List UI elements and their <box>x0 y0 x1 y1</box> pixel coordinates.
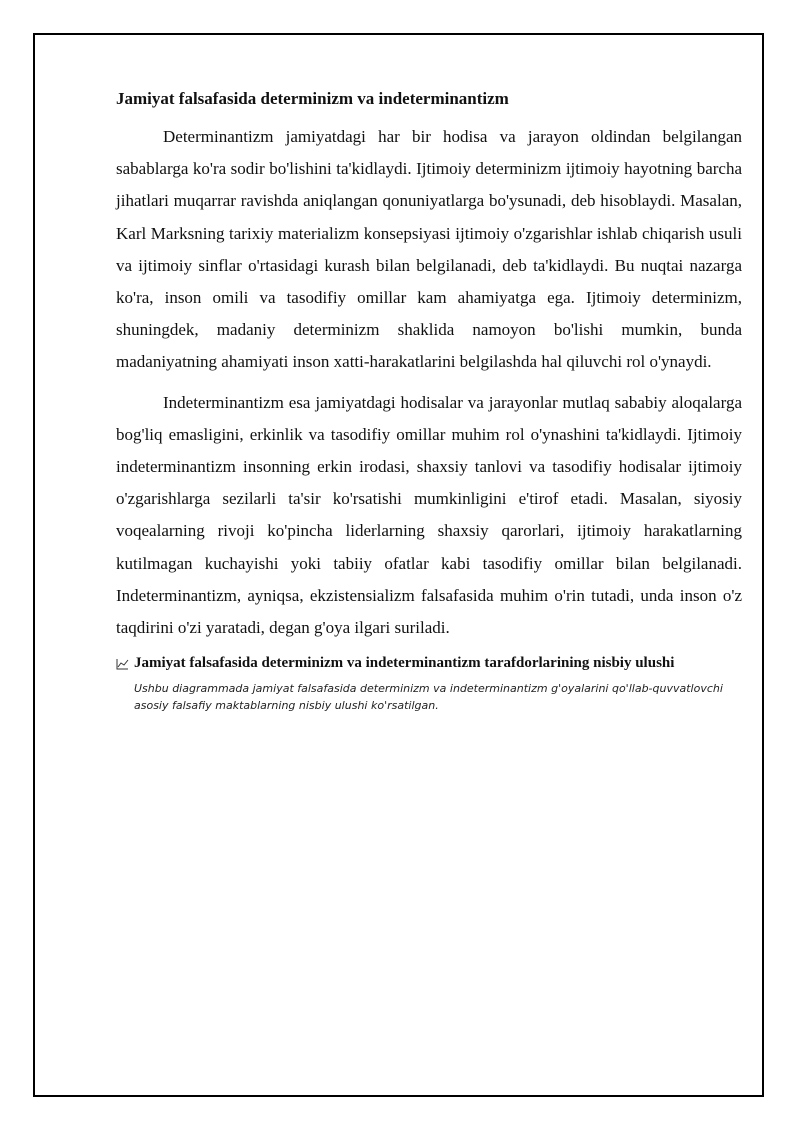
figure-title: Jamiyat falsafasida determinizm va indeterminantizm tarafdorlarining nisbiy ulushi <box>134 655 675 672</box>
figure-title-row <box>116 652 742 674</box>
figure-block <box>116 652 742 714</box>
paragraph-determinism: Determinantizm jamiyatdagi har bir hodisa va jarayon oldindan belgilangan sabablarga ko'ra sodir bo'lishini ta'kidlaydi. Ijtimoiy determinizm ijtimoiy hayotning barcha jihatlari muqarrar ravishda aniqlangan qonuniyatlarga bo'ysunadi, deb hisoblaydi. Masalan, Karl Marksning tarixiy materializm konsepsiyasi ijtimoiy o'zgarishlar ishlab chiqarish usuli va ijtimoiy sinflar o'rtasidagi kurash bilan belgilanadi, deb ta'kidlaydi. Bu nuqtai nazarga ko'ra, inson omili va tasodifiy omillar kam ahamiyatga ega. Ijtimoiy determinizm, shuningdek, madaniy determinizm shaklida namoyon bo'lishi mumkin, bunda madaniyatning ahamiyati inson xatti-harakatlarini belgilashda hal qiluvchi rol o'ynaydi. <box>116 127 742 372</box>
document-body <box>116 87 742 714</box>
chart-line-icon <box>116 657 129 669</box>
paragraph-indeterminism: Indeterminantizm esa jamiyatdagi hodisalar va jarayonlar mutlaq sababiy aloqalarga bog'liq emasligini, erkinlik va tasodifiy omillar muhim rol o'ynashini ta'kidlaydi. Ijtimoiy indeterminantizm insonning erkin irodasi, shaxsiy tanlovi va tasodifiy hodisalar ijtimoiy o'zgarishlarga sezilarli ta'sir ko'rsatishi mumkinligini e'tirof etadi. Masalan, siyosiy voqealarning rivoji ko'pincha liderlarning shaxsiy qarorlari, ijtimoiy harakatlarning kutilmagan kuchayishi yoki tabiiy ofatlar kabi tasodifiy omillar bilan belgilanadi. Indeterminantizm, ayniqsa, ekzistensializm falsafasida muhim o'rin tutadi, unda inson o'z taqdirini o'zi yaratadi, degan g'oya ilgari suriladi. <box>116 392 742 638</box>
figure-caption: Ushbu diagrammada jamiyat falsafasida determinizm va indeterminantizm g'oyalarini qo'llab-quvvatlovchi asosiy falsafiy maktablarning nisbiy ulushi ko'rsatilgan. <box>134 682 723 713</box>
document-title: Jamiyat falsafasida determinizm va indeterminantizm <box>116 89 509 108</box>
